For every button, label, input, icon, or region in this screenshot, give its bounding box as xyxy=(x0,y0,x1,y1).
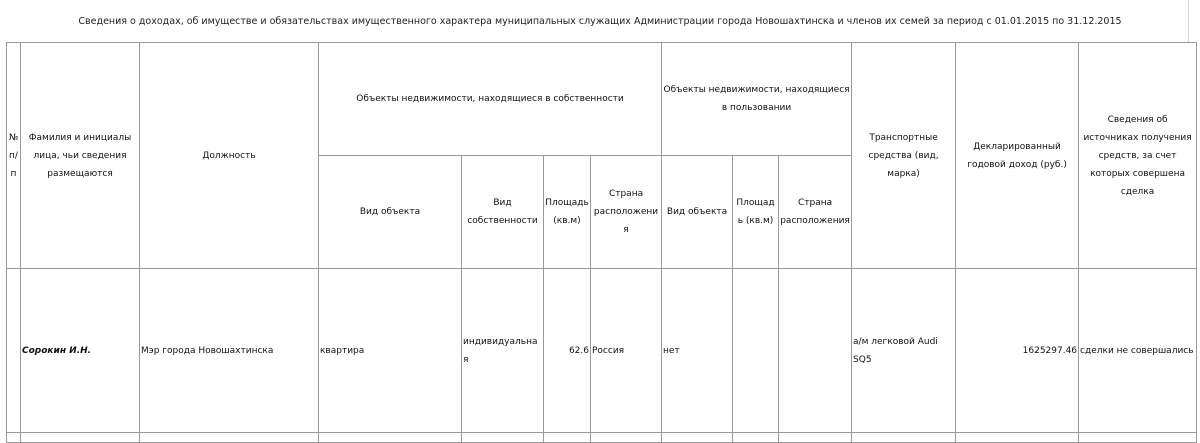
cell-empty xyxy=(140,433,319,443)
header-owned-type: Вид объекта xyxy=(319,156,462,269)
cell-empty xyxy=(956,433,1079,443)
header-used-country: Страна расположения xyxy=(779,156,852,269)
cell-owned-type: квартира xyxy=(319,269,462,433)
header-used-group: Объекты недвижимости, находящиеся в пользовании xyxy=(662,43,852,156)
cell-empty xyxy=(591,433,662,443)
cell-empty xyxy=(319,433,462,443)
header-owned-ownership: Вид собственности xyxy=(462,156,544,269)
cell-empty xyxy=(1079,433,1197,443)
table-row-partial xyxy=(7,433,1197,443)
header-income: Декларированный годовой доход (руб.) xyxy=(956,43,1079,269)
header-position: Должность xyxy=(140,43,319,269)
cell-empty xyxy=(779,433,852,443)
cell-owned-area: 62.6 xyxy=(544,269,591,433)
cell-used-area xyxy=(733,269,779,433)
document-title-text: Сведения о доходах, об имуществе и обязательствах имущественного характера муниципальных служащих Администрации города Новошахтинска и членов их семей за период с 01.01.2015 по 31.12.2015 xyxy=(78,15,1122,27)
cell-empty xyxy=(852,433,956,443)
header-used-type: Вид объекта xyxy=(662,156,733,269)
cell-income: 1625297.46 xyxy=(956,269,1079,433)
table-row xyxy=(7,269,1197,433)
header-name: Фамилия и инициалы лица, чьи сведения размещаются xyxy=(21,43,140,269)
cell-used-country xyxy=(779,269,852,433)
cell-empty xyxy=(21,433,140,443)
header-source: Сведения об источниках получения средств, за счет которых совершена сделка xyxy=(1079,43,1197,269)
header-owned-country: Страна расположения xyxy=(591,156,662,269)
cell-empty xyxy=(544,433,591,443)
cell-empty xyxy=(7,433,21,443)
cell-name: Сорокин И.Н. xyxy=(21,269,140,433)
header-used-area: Площадь (кв.м) xyxy=(733,156,779,269)
header-owned-group: Объекты недвижимости, находящиеся в собственности xyxy=(319,43,662,156)
declaration-table xyxy=(6,42,1197,443)
cell-index xyxy=(7,269,21,433)
document-title xyxy=(0,0,1200,42)
cell-empty xyxy=(733,433,779,443)
cell-empty xyxy=(662,433,733,443)
cell-empty xyxy=(462,433,544,443)
header-row-1 xyxy=(7,43,1197,156)
cell-source: сделки не совершались xyxy=(1079,269,1197,433)
cell-owned-ownership: индивидуальная xyxy=(462,269,544,433)
header-owned-area: Площадь (кв.м) xyxy=(544,156,591,269)
cell-used-type: нет xyxy=(662,269,733,433)
header-transport: Транспортные средства (вид, марка) xyxy=(852,43,956,269)
cell-owned-country: Россия xyxy=(591,269,662,433)
cell-transport: а/м легковой Audi SQ5 xyxy=(852,269,956,433)
header-index: № п/п xyxy=(7,43,21,269)
title-edge-line xyxy=(1188,0,1189,42)
cell-position: Мэр города Новошахтинска xyxy=(140,269,319,433)
